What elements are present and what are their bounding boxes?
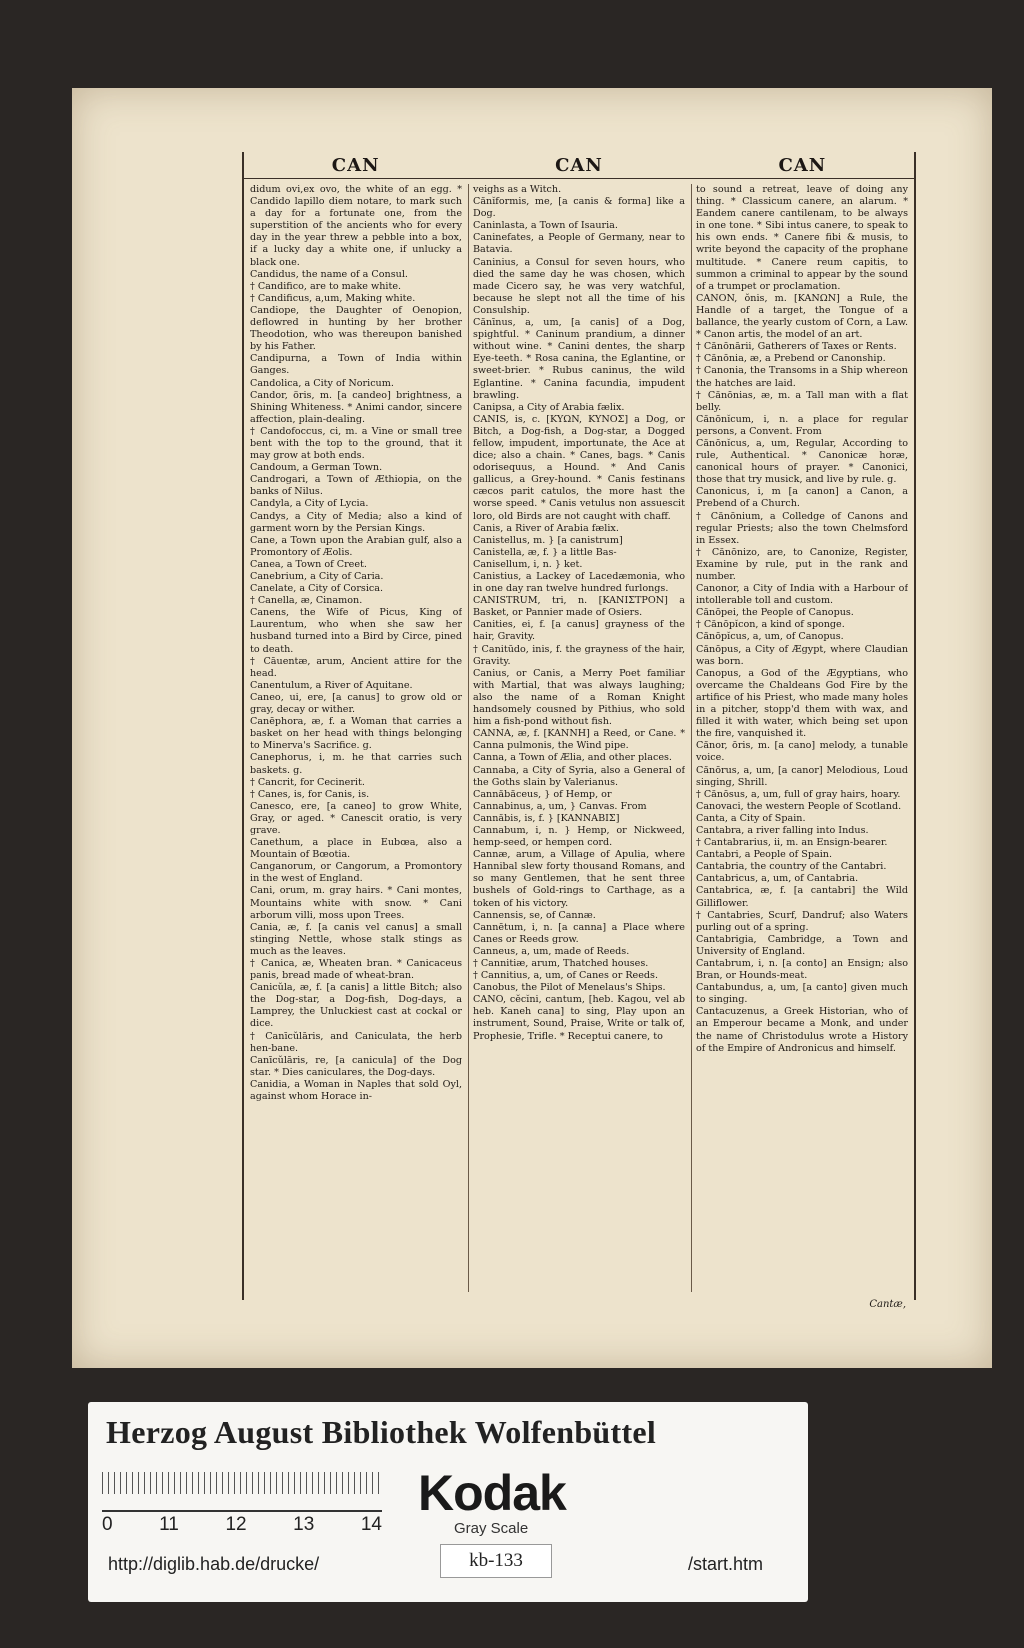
dictionary-entry: Cănōnĭcum, i, n. a place for regular persons, a Convent. From bbox=[696, 413, 908, 437]
dictionary-entry: Cannētum, i, n. [a canna] a Place where Canes or Reeds grow. bbox=[473, 921, 685, 945]
scanned-page bbox=[72, 88, 992, 1368]
dictionary-entry: † Canitūdo, inis, f. the grayness of the hair, Gravity. bbox=[473, 643, 685, 667]
dictionary-entry: Cannabinus, a, um, } Canvas. From bbox=[473, 800, 647, 812]
dictionary-entry: Cantabri, a People of Spain. bbox=[696, 849, 832, 861]
dictionary-entry: † Canica, æ, Wheaten bran. * Canicaceus panis, bread made of wheat-bran. bbox=[250, 958, 462, 982]
dictionary-entry: Canistius, a Lackey of Lacedæmonia, who in one day ran twelve hundred furlongs. bbox=[473, 571, 685, 595]
dictionary-entry: † Cantabrarius, ii, m. an Ensign-bearer. bbox=[696, 837, 888, 849]
dictionary-entry: Canephorus, i, m. he that carries such baskets. g. bbox=[250, 752, 462, 776]
dictionary-entry: Cannensis, se, of Cannæ. bbox=[473, 909, 596, 921]
dictionary-entry: CANISTRUM, tri, n. [KANIΣTPON] a Basket, or Pannier made of Osiers. bbox=[473, 595, 685, 619]
dictionary-entry: Canēphora, æ, f. a Woman that carries a basket on her head with things belonging to Minerva's Sacrifice. g. bbox=[250, 716, 462, 752]
dictionary-entry: Canonicus, i, m [a canon] a Canon, a Prebend of a Church. bbox=[696, 486, 908, 510]
dictionary-entry: Canicŭla, æ, f. [a canis] a little Bitch; also the Dog-star, a Dog-fish, Dog-days, a Lamprey, the Unluckiest cast at cockal or dice. bbox=[250, 982, 462, 1030]
dictionary-entry: † Candifico, are to make white. bbox=[250, 280, 402, 292]
dictionary-entry: Canesco, ere, [a caneo] to grow White, Gray, or aged. * Canescit oratio, is very grave. bbox=[250, 800, 462, 836]
dictionary-entry: Cantabundus, a, um, [a canto] given much to singing. bbox=[696, 982, 908, 1006]
catchword: Cantæ, bbox=[869, 1299, 906, 1310]
dictionary-entry: Cantabrica, æ, f. [a cantabri] the Wild Gilliflower. bbox=[696, 885, 908, 909]
dictionary-entry: Cănōpĭcus, a, um, of Canopus. bbox=[696, 631, 844, 643]
dictionary-entry: Canopus, a God of the Ægyptians, who overcame the Chaldeans God Fire by the artifice of his Priest, who made many holes in a pitcher, stopp'd them with wax, and filled it with water, which being set upon the fire, vanquished it. bbox=[696, 667, 908, 740]
text-frame bbox=[242, 152, 916, 1310]
dictionary-entry: CANON, ŏnis, m. [KANΩN] a Rule, the Handle of a target, the Tongue of a ballance, the yearly custom of Corn, a Law. * Canon artis, the model of an art. bbox=[696, 292, 908, 341]
dictionary-entry: † Cannitiæ, arum, Thatched houses. bbox=[473, 958, 649, 969]
dictionary-entry: Canentulum, a River of Aquitane. bbox=[250, 679, 413, 691]
kodak-logo: Kodak bbox=[418, 1465, 566, 1521]
dictionary-entry: Canīcŭlāris, re, [a canicula] of the Dog star. * Dies caniculares, the Dog-days. bbox=[250, 1054, 462, 1078]
dictionary-entry: Candrogari, a Town of Æthiopia, on the banks of Nilus. bbox=[250, 474, 462, 498]
dictionary-entry: Cania, æ, f. [a canis vel canus] a small stinging Nettle, whose stalk stings as much as the leaves. bbox=[250, 921, 462, 957]
dictionary-entry: Canities, ei, f. [a canus] grayness of the hair, Gravity. bbox=[473, 619, 685, 643]
gray-scale-label: Gray Scale bbox=[454, 1520, 529, 1537]
dictionary-entry: veighs as a Witch. bbox=[473, 184, 562, 195]
dictionary-entry: Cantacuzenus, a Greek Historian, who of an Emperour became a Monk, and under the name of Christodulus wrote a History of the Empire of Andronicus and himself. bbox=[696, 1006, 908, 1054]
library-title: Herzog August Bibliothek Wolfenbüttel bbox=[106, 1414, 657, 1450]
dictionary-entry: † Cănōnium, a Colledge of Canons and regular Priests; also the town Chelmsford in Essex. bbox=[696, 510, 908, 546]
dictionary-entry: Canistellus, m. } [a canistrum] bbox=[473, 534, 623, 546]
dictionary-entry: CANIS, is, c. [KYΩN, KYNOΣ] a Dog, or Bitch, a Dog-fish, a Dog-star, a Dogged fellow, impudent, importunate, the Ace at dice; also a chain. * Canes, bags. * Canis odorisequus, a Hound. * And Canis gallicus, a Grey-hound. * Canis festinans cæcos parit catulos, the more hast the worse speed. * Canis vetulus non assuescit loro, old Birds are not caught with chaff. bbox=[473, 413, 685, 522]
dictionary-entry: Candys, a City of Media; also a kind of garment worn by the Persian Kings. bbox=[250, 510, 462, 534]
dictionary-entry: Candipurna, a Town of India within Ganges. bbox=[250, 353, 462, 377]
dictionary-entry: † Canīcŭlāris, and Caniculata, the herb hen-bane. bbox=[250, 1030, 462, 1054]
dictionary-entry: Cănor, ōris, m. [a cano] melody, a tunable voice. bbox=[696, 740, 908, 764]
dictionary-entry: Caneo, ui, ere, [a canus] to grow old or gray, decay or wither. bbox=[250, 691, 462, 716]
header-right: CAN bbox=[778, 154, 827, 176]
dictionary-entry: Cantabrum, i, n. [a conto] an Ensign; also Bran, or Hounds-meat. bbox=[696, 958, 908, 982]
dictionary-entry: CANO, cĕcĭni, cantum, [heb. Kagou, vel ab heb. Kaneh cana] to sing, Play upon an instrument, Sound, Praise, Write or talk of, Prophesie, Trifle. * Receptui canere, to bbox=[473, 994, 685, 1042]
dictionary-entry: Canna, a Town of Ælia, and other places. bbox=[473, 752, 672, 764]
tick-label: 0 bbox=[102, 1514, 113, 1535]
dictionary-entry: Cănīnus, a, um, [a canis] of a Dog, spightful. * Caninum prandium, a dinner without wine. * Canini dentes, the sharp Eye-teeth. * Rosa canina, the Eglantine, or sweet-brier. * Rubus caninus, the wild Eglantine. * Canina facundia, impudent brawling. bbox=[473, 317, 685, 401]
dictionary-entry: Canea, a Town of Creet. bbox=[250, 558, 367, 570]
dictionary-entry: Canebrium, a City of Caria. bbox=[250, 571, 384, 582]
dictionary-entry: † Canella, æ, Cinamon. bbox=[250, 595, 363, 607]
header-middle: CAN bbox=[555, 154, 603, 176]
dictionary-entry: Canipsa, a City of Arabia fælix. bbox=[473, 401, 625, 413]
dictionary-entry: † Cannitius, a, um, of Canes or Reeds. bbox=[473, 970, 659, 982]
card-code: kb-133 bbox=[440, 1544, 552, 1578]
column-right bbox=[691, 184, 908, 1292]
dictionary-entry: Candidus, the name of a Consul. bbox=[250, 268, 408, 280]
dictionary-entry: † Cāuentæ, arum, Ancient attire for the head. bbox=[250, 655, 462, 679]
dictionary-entry: Canidia, a Woman in Naples that sold Oyl, against whom Horace in- bbox=[250, 1078, 462, 1103]
dictionary-entry: Candoum, a German Town. bbox=[250, 462, 383, 474]
dictionary-entry: † Cănōnia, æ, a Prebend or Canonship. bbox=[696, 353, 886, 365]
column-middle bbox=[468, 184, 685, 1292]
dictionary-entry: Cannăbis, is, f. } [KANNABIΣ] bbox=[473, 812, 620, 824]
dictionary-entry: Cantabrigia, Cambridge, a Town and University of England. bbox=[696, 933, 908, 957]
dictionary-entry: Cănĭformis, me, [a canis & forma] like a Dog. bbox=[473, 196, 685, 220]
dictionary-entry: † Cantabries, Scurf, Dandruf; also Waters purling out of a spring. bbox=[696, 909, 908, 933]
dictionary-entry: † Cancrit, for Cecinerit. bbox=[250, 776, 365, 788]
dictionary-entry: to sound a retreat, leave of doing any thing. * Classicum canere, an alarum. * Eandem canere cantilenam, to be always in one tone. * Sibi intus canere, to speak to his own ends. * Canere fibi & musis, to write beyond the capacity of the prophane multitude. * Canere reum capitis, to summon a criminal to appear by the sound of a trumpet or proclamation. bbox=[696, 184, 908, 292]
dictionary-entry: Cantabria, the country of the Cantabri. bbox=[696, 861, 887, 873]
dictionary-entry: Canethum, a place in Eubœa, also a Mountain of Bœotia. bbox=[250, 837, 462, 861]
dictionary-entry: Canisellum, i, n. } ket. bbox=[473, 558, 583, 570]
dictionary-entry: Canonor, a City of India with a Harbour of intollerable toll and custom. bbox=[696, 583, 908, 607]
dictionary-entry: † Candofoccus, ci, m. a Vine or small tree bent with the top to the ground, that it may grow at both ends. bbox=[250, 425, 462, 462]
dictionary-entry: Candolica, a City of Noricum. bbox=[250, 377, 394, 389]
start-page-path: /start.htm bbox=[688, 1554, 764, 1574]
dictionary-entry: † Cănōnārii, Gatherers of Taxes or Rents. bbox=[696, 341, 897, 353]
tick-label: 12 bbox=[225, 1514, 247, 1535]
dictionary-entry: Candiope, the Daughter of Oenopion, deflowred in hunting by her brother Theodotion, who was thereupon banished by his Father. bbox=[250, 304, 462, 353]
library-url: http://diglib.hab.de/drucke/ bbox=[108, 1554, 320, 1574]
ruler-ticks bbox=[102, 1514, 382, 1536]
dictionary-entry: Cănōpus, a City of Ægypt, where Claudian was born. bbox=[696, 643, 908, 667]
dictionary-entry: Cannaba, a City of Syria, also a General of the Goths slain by Valerianus. bbox=[473, 764, 685, 788]
scale-ruler bbox=[102, 1472, 382, 1512]
dictionary-entry: Cane, a Town upon the Arabian gulf, also a Promontory of Æolis. bbox=[250, 534, 462, 558]
dictionary-entry: † Canonia, the Transoms in a Ship whereon the hatches are laid. bbox=[696, 365, 908, 389]
dictionary-entry: Cantabra, a river falling into Indus. bbox=[696, 824, 869, 836]
dictionary-entry: Candyla, a City of Lycia. bbox=[250, 498, 369, 510]
dictionary-entry: Cani, orum, m. gray hairs. * Cani montes, Mountains white with snow. * Cani arborum villi, moss upon Trees. bbox=[250, 885, 462, 921]
dictionary-entry: † Cănōnias, æ, m. a Tall man with a flat belly. bbox=[696, 389, 908, 413]
dictionary-entry: Cannæ, arum, a Village of Apulia, where Hannibal slew forty thousand Romans, and so many Gentlemen, that he sent three bushels of Gold-rings to Carthage, as a token of his victory. bbox=[473, 849, 685, 909]
dictionary-entry: Caninius, a Consul for seven hours, who died the same day he was chosen, which made Cicero say, he was very watchful, because he slept not all the time of his Consulship. bbox=[473, 256, 685, 316]
dictionary-entry: Canens, the Wife of Picus, King of Laurentum, who when she saw her husband turned into a Bird by Circe, pined to death. bbox=[250, 607, 462, 655]
header-left: CAN bbox=[331, 154, 380, 176]
tick-label: 13 bbox=[293, 1514, 315, 1535]
dictionary-entry: Cănōpei, the People of Canopus. bbox=[696, 607, 854, 619]
dictionary-entry: Canobus, the Pilot of Menelaus's Ships. bbox=[473, 982, 666, 994]
dictionary-entry: † Cănōsus, a, um, full of gray hairs, hoary. bbox=[696, 788, 901, 800]
dictionary-entry: Canta, a City of Spain. bbox=[696, 812, 806, 824]
dictionary-columns bbox=[250, 184, 908, 1292]
dictionary-entry: Cănōnĭcus, a, um, Regular, According to rule, Authentical. * Canonicæ horæ, canonical hours of prayer. * Canonici, those that try musick, and live by rule. g. bbox=[696, 437, 908, 486]
dictionary-entry: Caninlasta, a Town of Isauria. bbox=[473, 220, 618, 232]
dictionary-entry: † Canes, is, for Canis, is. bbox=[250, 788, 370, 800]
tick-label: 14 bbox=[360, 1514, 382, 1535]
archive-color-card bbox=[88, 1402, 808, 1602]
dictionary-entry: Cantabricus, a, um, of Cantabria. bbox=[696, 873, 859, 885]
dictionary-entry: Canis, a River of Arabia fælix. bbox=[473, 522, 619, 534]
dictionary-entry: Cănōrus, a, um, [a canor] Melodious, Loud singing, Shrill. bbox=[696, 764, 908, 788]
dictionary-entry: † Cănōnizo, are, to Canonize, Register, Examine by rule, put in the rank and number. bbox=[696, 546, 908, 582]
dictionary-entry: Canganorum, or Cangorum, a Promontory in the west of England. bbox=[250, 861, 462, 885]
dictionary-entry: Canius, or Canis, a Merry Poet familiar with Martial, that was always laughing; also the name of a Roman Knight handsomely cousned by Pithius, who sold him a fish-pond without fish. bbox=[473, 667, 685, 728]
dictionary-entry: Candor, öris, m. [a candeo] brightness, a Shining Whiteness. * Animi candor, sincere affection, plain-dealing. bbox=[250, 389, 462, 425]
dictionary-entry: Canovaci, the western People of Scotland. bbox=[696, 800, 902, 812]
dictionary-entry: Caninefates, a People of Germany, near to Batavia. bbox=[473, 232, 685, 256]
running-headers bbox=[244, 152, 914, 179]
dictionary-entry: Canelate, a City of Corsica. bbox=[250, 583, 384, 595]
dictionary-entry: † Candificus, a,um, Making white. bbox=[250, 292, 416, 304]
dictionary-entry: Cannabum, i, n. } Hemp, or Nickweed, hemp-seed, or hempen cord. bbox=[473, 824, 685, 849]
dictionary-entry: Cannăbăceus, } of Hemp, or bbox=[473, 788, 612, 800]
dictionary-entry: didum ovi,ex ovo, the white of an egg. * Candido lapillo diem notare, to mark such a day for a fortunate one, from the superstition of the ancients who for every day in the year threw a pebble into a box, if a lucky day a white one, if unlucky a black one. bbox=[250, 184, 462, 268]
dictionary-entry: † Cănōpĭcon, a kind of sponge. bbox=[696, 619, 845, 631]
dictionary-entry: CANNA, æ, f. [KANNH] a Reed, or Cane. * Canna pulmonis, the Wind pipe. bbox=[473, 728, 685, 752]
dictionary-entry: Canneus, a, um, made of Reeds. bbox=[473, 945, 630, 957]
dictionary-entry: Canistella, æ, f. } a little Bas- bbox=[473, 546, 617, 558]
tick-label: 11 bbox=[159, 1514, 179, 1535]
column-left bbox=[250, 184, 462, 1292]
